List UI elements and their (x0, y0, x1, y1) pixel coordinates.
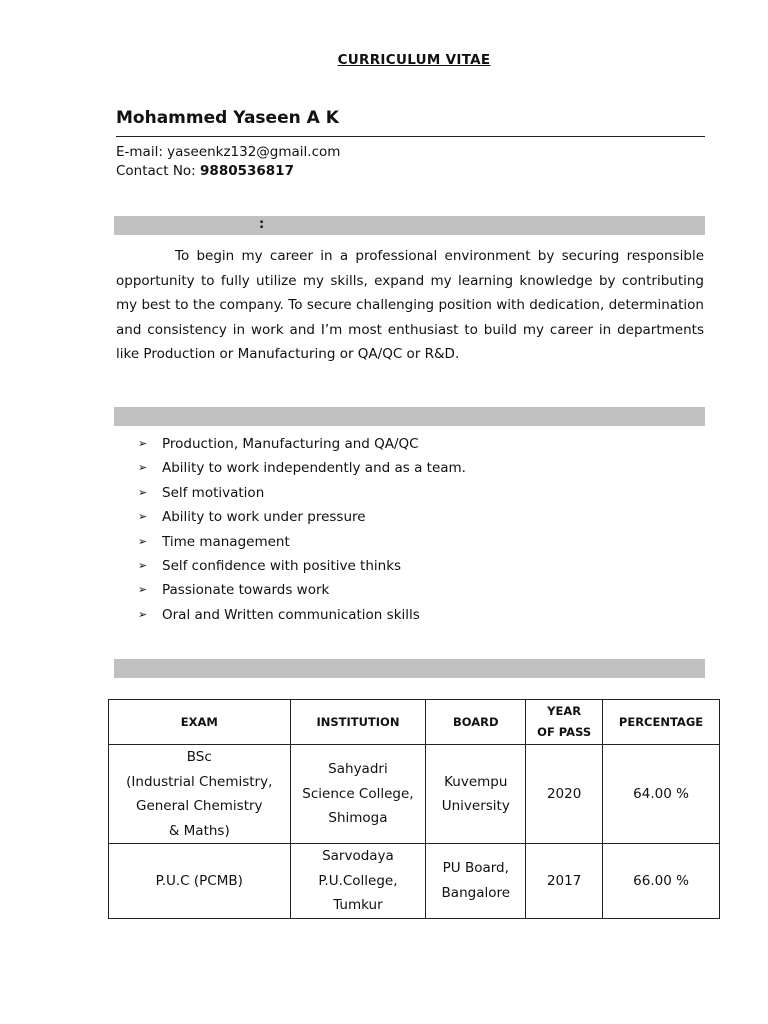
contact-value: 9880536817 (200, 163, 294, 179)
arrow-bullet-icon: ➢ (138, 437, 148, 450)
email-line (116, 144, 340, 160)
skills-list (138, 432, 466, 627)
cell-percentage: 64.00 % (603, 745, 720, 844)
arrow-bullet-icon: ➢ (138, 534, 148, 548)
education-section-bar (114, 659, 705, 678)
objective-section-bar (114, 216, 705, 235)
list-item (138, 530, 466, 554)
list-item (138, 578, 466, 602)
objective-bar-colon: : (259, 217, 265, 232)
skill-label: Passionate towards work (162, 582, 330, 599)
arrow-bullet-icon: ➢ (138, 461, 148, 475)
cell-year: 2020 (526, 745, 603, 844)
email-label: E-mail: (116, 144, 163, 160)
skill-label: Oral and Written communication skills (162, 606, 420, 623)
contact-line (116, 163, 294, 179)
cell-year: 2017 (526, 844, 603, 919)
cell-exam: P.U.C (PCMB) (109, 844, 291, 919)
skill-label: Time management (162, 533, 290, 550)
arrow-bullet-icon: ➢ (138, 583, 148, 597)
column-header-board: BOARD (426, 700, 526, 745)
column-header-percentage: PERCENTAGE (603, 700, 720, 745)
skill-label: Ability to work independently and as a team. (162, 460, 466, 477)
list-item (138, 505, 466, 529)
arrow-bullet-icon: ➢ (138, 510, 148, 524)
name-divider (116, 136, 705, 137)
list-item (138, 481, 466, 505)
education-table (108, 699, 720, 919)
cell-institution: Sahyadri Science College, Shimoga (290, 745, 426, 844)
table-row (109, 745, 720, 844)
skill-label: Self confidence with positive thinks (162, 557, 402, 574)
table-header-row (109, 700, 720, 745)
skills-section-bar (114, 407, 705, 426)
column-header-exam: EXAM (109, 700, 291, 745)
cell-board: PU Board, Bangalore (426, 844, 526, 919)
page-title: CURRICULUM VITAE (337, 52, 491, 68)
cell-board: Kuvempu University (426, 745, 526, 844)
list-item (138, 603, 466, 627)
cell-percentage: 66.00 % (603, 844, 720, 919)
list-item (138, 554, 466, 578)
column-header-institution: INSTITUTION (290, 700, 426, 745)
cell-institution: Sarvodaya P.U.College, Tumkur (290, 844, 426, 919)
candidate-name: Mohammed Yaseen A K (116, 108, 339, 128)
arrow-bullet-icon: ➢ (138, 607, 148, 621)
table-row (109, 844, 720, 919)
column-header-year: YEAR OF PASS (526, 700, 603, 745)
skill-label: Self motivation (162, 484, 265, 501)
contact-label: Contact No: (116, 163, 196, 179)
arrow-bullet-icon: ➢ (138, 485, 148, 499)
arrow-bullet-icon: ➢ (138, 558, 148, 572)
list-item (138, 456, 466, 480)
email-value: yaseenkz132@gmail.com (167, 144, 341, 160)
skill-label: Ability to work under pressure (162, 509, 366, 526)
skill-label: Production, Manufacturing and QA/QC (162, 436, 419, 452)
list-item (138, 432, 466, 456)
cell-exam: BSc (Industrial Chemistry, General Chemistry & Maths) (109, 745, 291, 844)
objective-text: To begin my career in a professional environment by securing responsible opportunity to fully utilize my skills, expand my learning knowledge by contributing my best to the company. To secure challenging position with dedication, determination and consistency in work and I’m most enthusiast to build my career in departments like Production or Manufacturing or QA/QC or R&D. (116, 248, 704, 363)
